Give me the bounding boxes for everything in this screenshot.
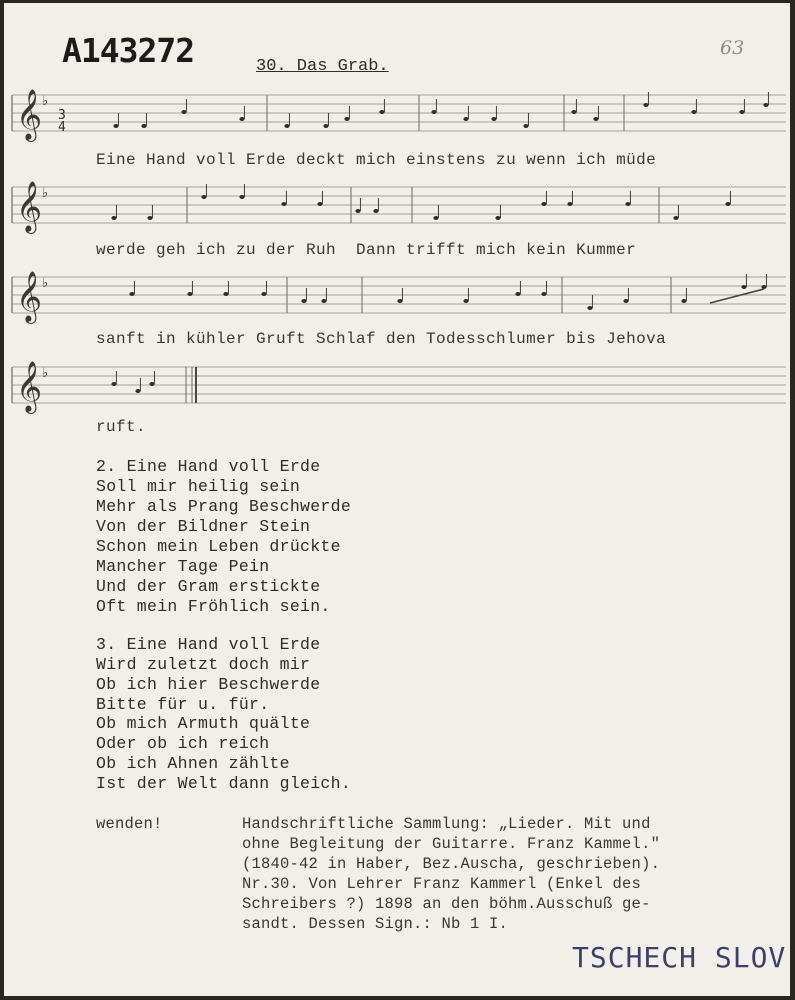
note-head bbox=[541, 202, 546, 206]
note-head bbox=[623, 299, 628, 303]
song-title: 30. Das Grab. bbox=[256, 57, 389, 76]
note-head bbox=[323, 124, 328, 128]
time-signature-icon: 4 bbox=[58, 120, 66, 135]
note-head bbox=[725, 202, 730, 206]
verse-line: Ist der Welt dann gleich. bbox=[96, 774, 352, 793]
lyric-line: ruft. bbox=[96, 418, 147, 436]
note-head bbox=[317, 202, 322, 206]
time-signature-icon: 3 bbox=[58, 108, 66, 123]
note-head bbox=[141, 124, 146, 128]
verse-line: Von der Bildner Stein bbox=[96, 517, 311, 536]
note-head bbox=[691, 110, 696, 114]
note-head bbox=[567, 202, 572, 206]
note-head bbox=[284, 124, 289, 128]
verse-line: Und der Gram erstickte bbox=[96, 577, 321, 596]
note-head bbox=[111, 382, 116, 386]
source-note-line: Handschriftliche Sammlung: „Lieder. Mit und bbox=[242, 815, 651, 833]
ink-beam-mark bbox=[710, 289, 764, 303]
verse-line: Mehr als Prang Beschwerde bbox=[96, 497, 352, 516]
verse-line: Oft mein Fröhlich sein. bbox=[96, 597, 331, 616]
verse-line: Ob ich hier Beschwerde bbox=[96, 675, 321, 694]
source-note-line: (1840-42 in Haber, Bez.Auscha, geschrieben). bbox=[242, 855, 661, 873]
turn-page-note: wenden! bbox=[96, 815, 163, 833]
note-head bbox=[379, 110, 384, 114]
note-head bbox=[223, 292, 228, 296]
note-head bbox=[111, 216, 116, 220]
note-head bbox=[239, 195, 244, 199]
note-head bbox=[239, 117, 244, 121]
note-head bbox=[181, 110, 186, 114]
verse-line: Schon mein Leben drückte bbox=[96, 537, 341, 556]
note-head bbox=[463, 117, 468, 121]
note-head bbox=[135, 389, 140, 393]
treble-clef-icon: 𝄞 bbox=[16, 181, 43, 232]
note-head bbox=[523, 124, 528, 128]
source-note-line: Nr.30. Von Lehrer Franz Kammerl (Enkel des bbox=[242, 875, 642, 893]
note-head bbox=[344, 117, 349, 121]
lyric-line: Eine Hand voll Erde deckt mich einstens zu wenn ich müde bbox=[96, 151, 657, 169]
note-head bbox=[373, 209, 378, 213]
note-head bbox=[643, 103, 648, 107]
note-head bbox=[587, 306, 592, 310]
verse-line: Oder ob ich reich bbox=[96, 734, 270, 753]
key-signature-flat-icon: ♭ bbox=[42, 186, 49, 201]
archive-stamp: TSCHECH SLOV bbox=[572, 941, 787, 974]
note-head bbox=[281, 202, 286, 206]
note-head bbox=[495, 216, 500, 220]
note-head bbox=[431, 110, 436, 114]
source-note-line: sandt. Dessen Sign.: Nb 1 I. bbox=[242, 915, 509, 933]
note-head bbox=[491, 117, 496, 121]
note-head bbox=[355, 209, 360, 213]
verse-line: Bitte für u. für. bbox=[96, 695, 270, 714]
note-head bbox=[129, 292, 134, 296]
note-head bbox=[625, 202, 630, 206]
note-head bbox=[113, 124, 118, 128]
document-page bbox=[4, 3, 790, 996]
note-head bbox=[149, 382, 154, 386]
key-signature-flat-icon: ♭ bbox=[42, 276, 49, 291]
verse-line: 3. Eine Hand voll Erde bbox=[96, 635, 321, 654]
note-head bbox=[515, 292, 520, 296]
note-head bbox=[741, 285, 746, 289]
note-head bbox=[541, 292, 546, 296]
key-signature-flat-icon: ♭ bbox=[42, 366, 49, 381]
note-head bbox=[187, 292, 192, 296]
note-head bbox=[201, 195, 206, 199]
verse-line: Wird zuletzt doch mir bbox=[96, 655, 311, 674]
note-head bbox=[261, 292, 266, 296]
verse-line: Ob ich Ahnen zählte bbox=[96, 754, 290, 773]
archive-id: A143272 bbox=[62, 31, 195, 70]
note-head bbox=[301, 299, 306, 303]
note-head bbox=[673, 216, 678, 220]
key-signature-flat-icon: ♭ bbox=[42, 94, 49, 109]
treble-clef-icon: 𝄞 bbox=[16, 89, 43, 140]
note-head bbox=[397, 299, 402, 303]
source-note-line: ohne Begleitung der Guitarre. Franz Kammel." bbox=[242, 835, 661, 853]
verse-line: 2. Eine Hand voll Erde bbox=[96, 457, 321, 476]
note-head bbox=[681, 299, 686, 303]
note-head bbox=[763, 103, 768, 107]
note-head bbox=[739, 110, 744, 114]
note-head bbox=[761, 285, 766, 289]
verse-line: Ob mich Armuth quälte bbox=[96, 714, 311, 733]
note-head bbox=[593, 117, 598, 121]
note-head bbox=[463, 299, 468, 303]
lyric-line: sanft in kühler Gruft Schlaf den Todesschlumer bis Jehova bbox=[96, 330, 667, 348]
note-head bbox=[147, 216, 152, 220]
music-score bbox=[4, 3, 790, 423]
source-note-line: Schreibers ?) 1898 an den böhm.Ausschuß ge- bbox=[242, 895, 651, 913]
note-head bbox=[321, 299, 326, 303]
treble-clef-icon: 𝄞 bbox=[16, 361, 43, 412]
verse-line: Mancher Tage Pein bbox=[96, 557, 270, 576]
verse-line: Soll mir heilig sein bbox=[96, 477, 301, 496]
note-head bbox=[571, 110, 576, 114]
treble-clef-icon: 𝄞 bbox=[16, 271, 43, 322]
lyric-line: werde geh ich zu der Ruh Dann trifft mich kein Kummer bbox=[96, 241, 637, 259]
note-head bbox=[433, 216, 438, 220]
page-number: 63 bbox=[720, 37, 745, 59]
